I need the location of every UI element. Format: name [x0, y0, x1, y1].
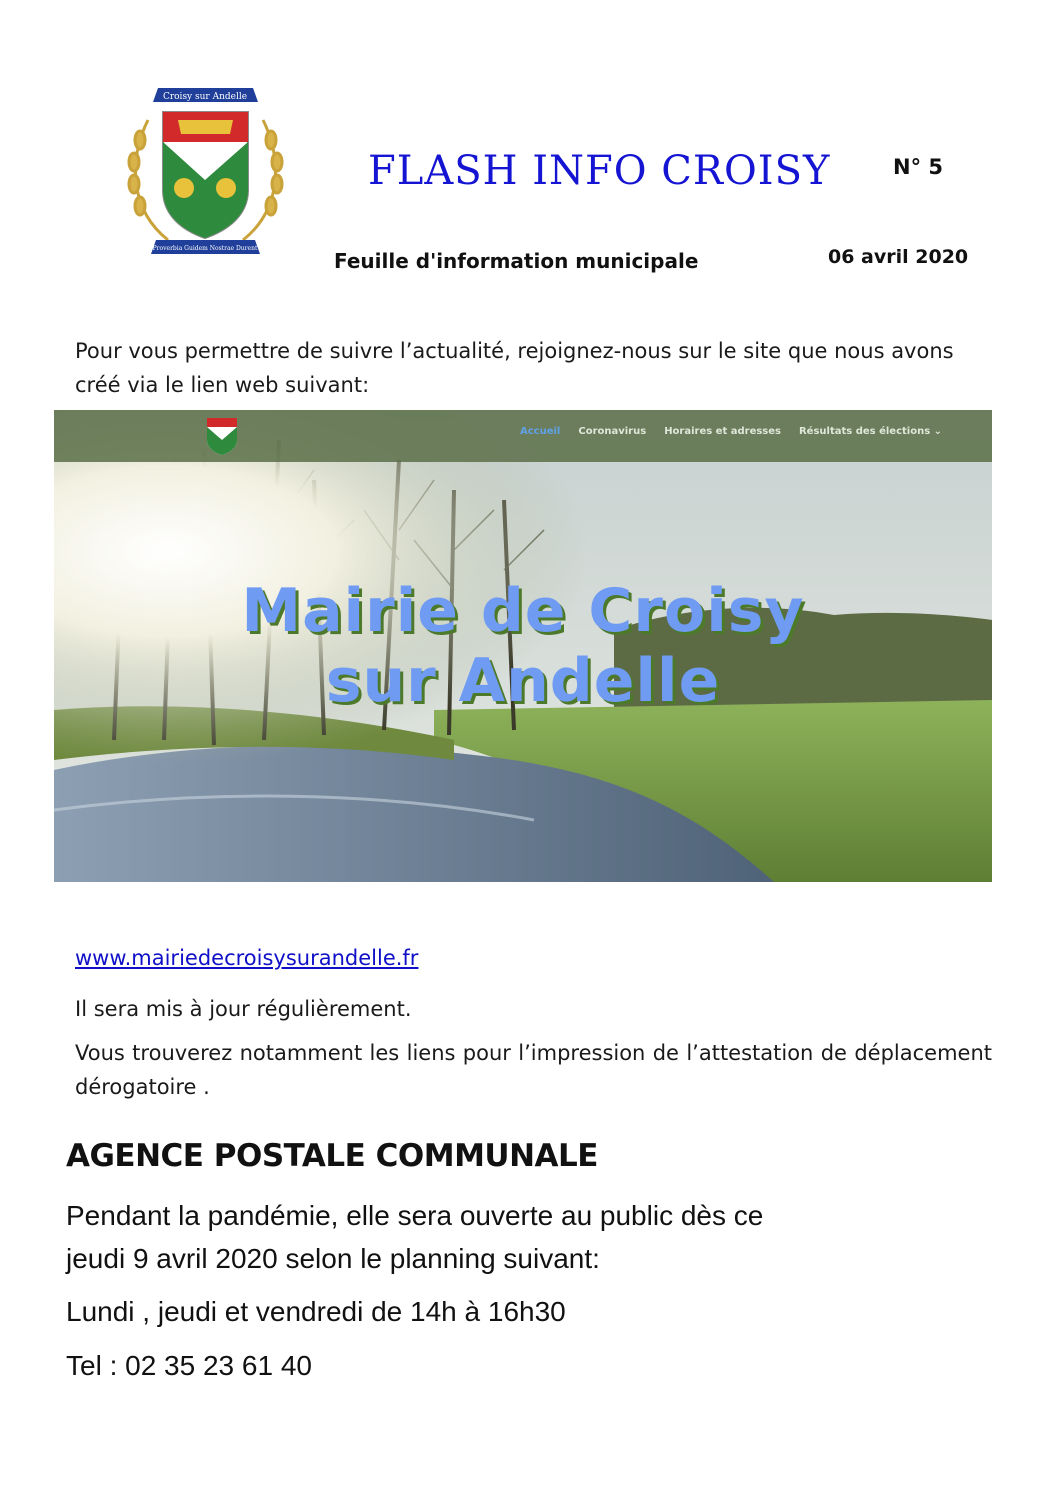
- nav-item-resultats: Résultats des élections ⌄: [798, 426, 943, 437]
- website-link[interactable]: www.mairiedecroisysurandelle.fr: [75, 946, 419, 970]
- coat-of-arms-logo: [118, 80, 293, 258]
- agence-line-1: Pendant la pandémie, elle sera ouverte au public dès ce: [66, 1200, 764, 1231]
- nav-item-coronavirus: Coronavirus: [578, 426, 647, 437]
- agence-line-2: jeudi 9 avril 2020 selon le planning suivant:: [66, 1243, 600, 1274]
- agence-schedule: Lundi , jeudi et vendredi de 14h à 16h30: [66, 1296, 566, 1327]
- svg-text:Croisy sur Andelle: Croisy sur Andelle: [162, 92, 248, 102]
- website-title-line1: Mairie de Croisy: [241, 576, 805, 646]
- attestation-info: Vous trouverez notamment les liens pour l’impression de l’attestation de déplacement dérogatoire .: [75, 1041, 992, 1099]
- agence-heading: AGENCE POSTALE COMMUNALE: [66, 1138, 598, 1174]
- issue-number: N° 5: [893, 155, 943, 179]
- website-title-line2: sur Andelle: [325, 646, 721, 716]
- update-note: Il sera mis à jour régulièrement.: [75, 997, 412, 1021]
- website-title: [54, 576, 992, 716]
- website-screenshot: [54, 410, 992, 882]
- svg-text:Proverbia Guidem Nostrae Duren: Proverbia Guidem Nostrae Durent: [152, 245, 258, 252]
- intro-paragraph: Pour vous permettre de suivre l’actualité, rejoignez-nous sur le site que nous avons créé via le lien web suivant:: [75, 339, 954, 397]
- nav-item-accueil: Accueil: [520, 426, 561, 437]
- publication-date: 06 avril 2020: [828, 246, 969, 268]
- agence-phone: Tel : 02 35 23 61 40: [66, 1350, 312, 1381]
- newsletter-title: FLASH INFO CROISY: [368, 148, 831, 194]
- nav-item-horaires: Horaires et adresses: [664, 426, 781, 437]
- website-nav: [520, 426, 942, 437]
- newsletter-subtitle: Feuille d'information municipale: [334, 249, 699, 273]
